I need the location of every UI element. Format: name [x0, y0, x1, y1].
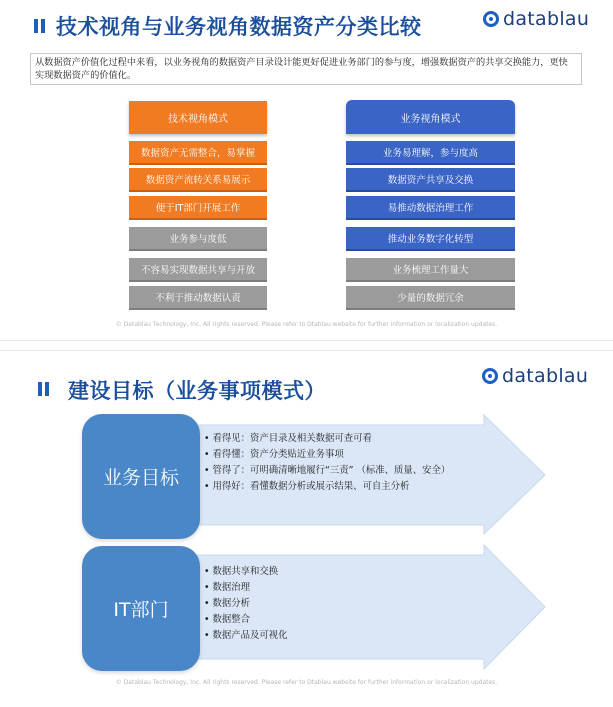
business-goal-list	[204, 431, 450, 495]
business-goal-pill: 业务目标	[82, 414, 200, 539]
title-marker	[41, 19, 45, 33]
it-dept-item: • 数据治理	[204, 580, 288, 596]
business-goal-item: • 用得好：看懂数据分析或展示结果、可自主分析	[204, 479, 450, 495]
tech-view-item-3: 便于IT部门开展工作	[129, 196, 267, 220]
it-dept-item: • 数据产品及可视化	[204, 628, 288, 644]
business-view-item-6: 少量的数据冗余	[346, 286, 515, 310]
business-view-item-3: 易推动数据治理工作	[346, 196, 515, 220]
it-dept-list	[204, 564, 288, 644]
business-goal-item: • 看得见：资产目录及相关数据可查可看	[204, 431, 450, 447]
it-dept-item: • 数据共享和交换	[204, 564, 288, 580]
business-goal-item: • 管得了：可明确清晰地履行“三责” （标准、质量、安全）	[204, 463, 450, 479]
tech-view-item-2: 数据资产流转关系易展示	[129, 168, 267, 192]
business-view-item-4: 推动业务数字化转型	[346, 227, 515, 251]
intro-paragraph: 从数据资产价值化过程中来看，以业务视角的数据资产目录设计能更好促进业务部门的参与度，增强数据资产的共享交换能力，更快实现数据资产的价值化。	[30, 53, 582, 85]
business-view-header: 业务视角模式	[346, 100, 515, 134]
datablau-logo	[483, 8, 589, 30]
tech-view-item-1: 数据资产无需整合，易掌握	[129, 141, 267, 165]
slide-asset-classification	[0, 0, 613, 341]
footer-copyright: © Datablau Technology, Inc. All rights reserved. Please refer to Dtablau website for further information or localization updates.	[115, 321, 498, 328]
business-view-item-1: 业务易理解，参与度高	[346, 141, 515, 165]
logo-text: datablau	[502, 365, 589, 387]
footer-copyright: © Datablau Technology, Inc. All rights reserved. Please refer to Dtablau website for further information or localization updates.	[115, 679, 498, 686]
title-marker	[34, 19, 38, 33]
tech-view-header: 技术视角模式	[129, 101, 267, 134]
business-goal-item: • 看得懂：资产分类贴近业务事项	[204, 447, 450, 463]
slide-construction-goals	[0, 350, 613, 707]
slide-title: 技术视角与业务视角数据资产分类比较	[56, 15, 422, 39]
tech-view-item-5: 不容易实现数据共享与开放	[129, 258, 267, 282]
it-dept-item: • 数据整合	[204, 612, 288, 628]
business-view-item-2: 数据资产共享及交换	[346, 168, 515, 192]
business-view-item-5: 业务梳理工作量大	[346, 258, 515, 282]
tech-view-item-6: 不利于推动数据认责	[129, 286, 267, 310]
logo-icon	[483, 11, 499, 27]
tech-view-item-4: 业务参与度低	[129, 227, 267, 251]
slide-title: 建设目标（业务事项模式）	[68, 379, 326, 403]
logo-text: datablau	[503, 8, 590, 30]
it-dept-pill: IT部门	[82, 546, 200, 671]
it-dept-item: • 数据分析	[204, 596, 288, 612]
